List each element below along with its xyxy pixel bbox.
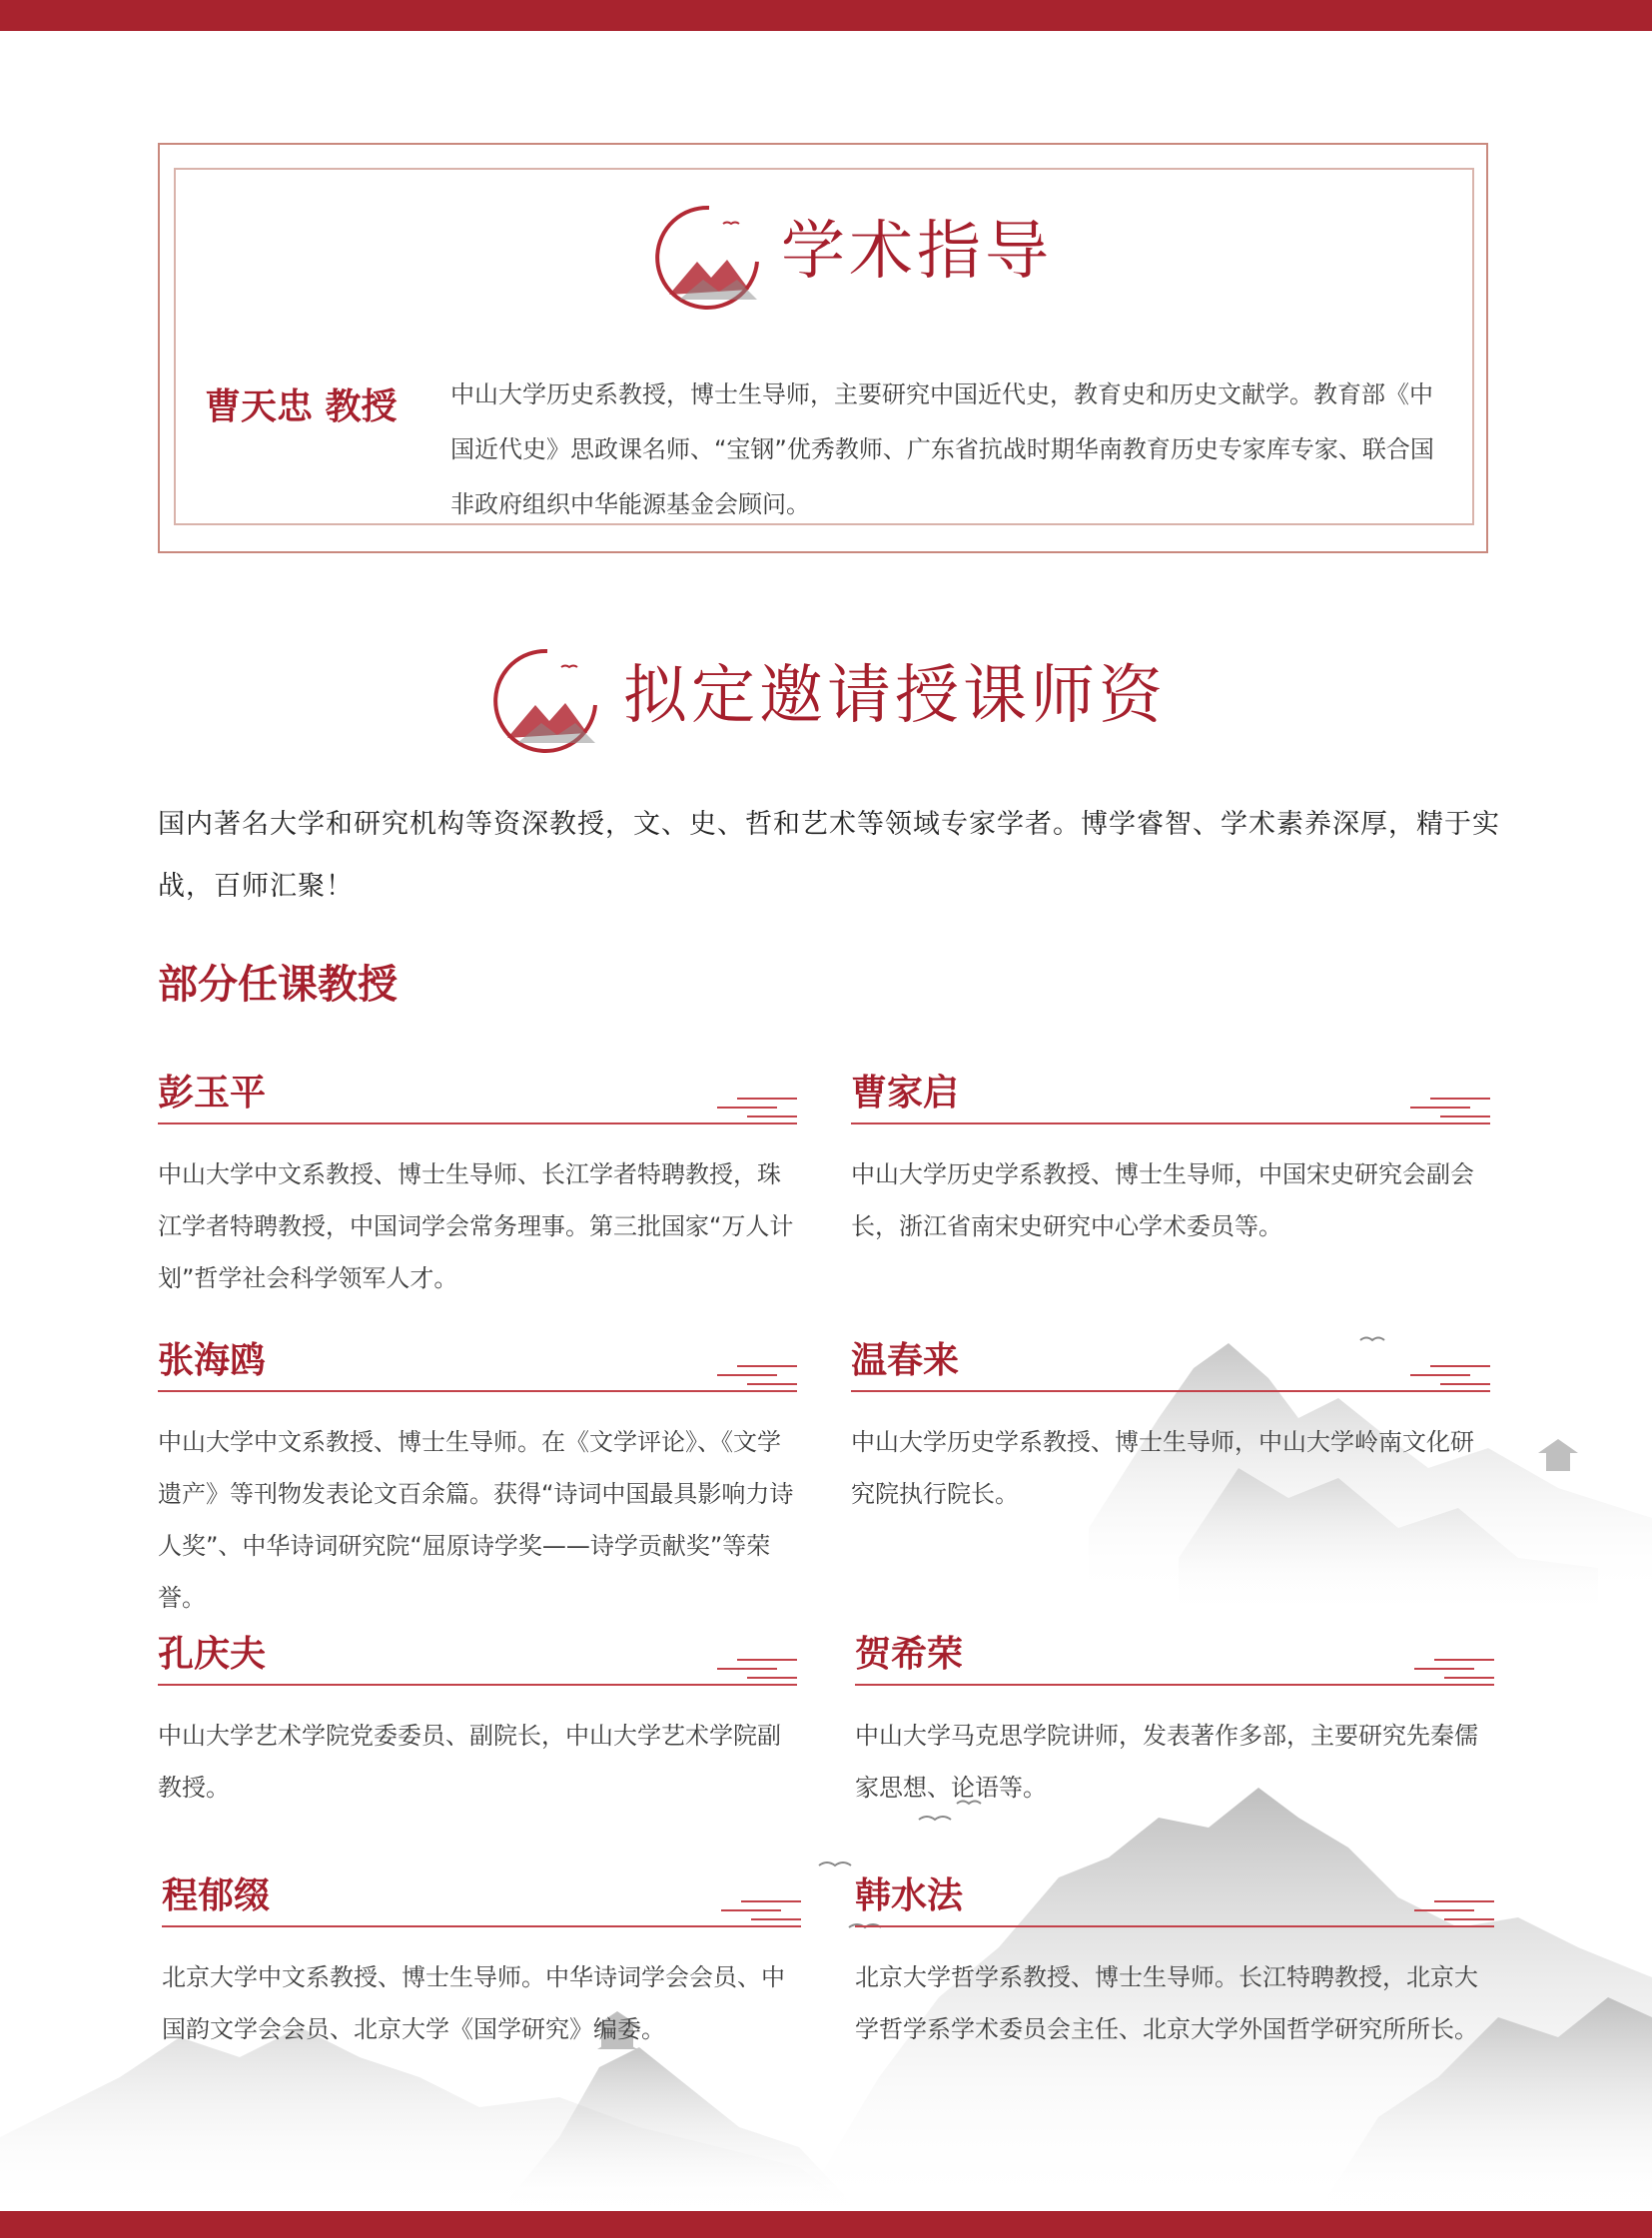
- double-line-ornament-icon: [1414, 1897, 1494, 1923]
- double-line-ornament-icon: [721, 1897, 801, 1923]
- mountain-sun-emblem-icon: [639, 200, 769, 312]
- top-accent-bar: [0, 0, 1652, 31]
- professor-bio: 中山大学历史学系教授、博士生导师，中国宋史研究会副会长，浙江省南宋史研究中心学术委员等。: [851, 1160, 1474, 1240]
- professor-bio: 北京大学中文系教授、博士生导师。中华诗词学会会员、中国韵文学会会员、北京大学《国学研究》编委。: [162, 1963, 785, 2043]
- guidance-professor-name: 曹天忠 教授: [205, 386, 398, 427]
- double-line-ornament-icon: [1414, 1656, 1494, 1682]
- guidance-title: 学术指导: [781, 215, 1053, 289]
- faculty-title: 拟定邀请授课师资: [623, 659, 1167, 733]
- professor-bio: 中山大学中文系教授、博士生导师、长江学者特聘教授，珠江学者特聘教授，中国词学会常务理事。第三批国家“万人计划”哲学社会科学领军人才。: [158, 1160, 794, 1292]
- professor-name: 贺希荣: [855, 1634, 964, 1675]
- name-underline: [162, 1925, 801, 1927]
- name-underline: [851, 1122, 1490, 1124]
- double-line-ornament-icon: [717, 1095, 797, 1120]
- double-line-ornament-icon: [1410, 1095, 1490, 1120]
- professor-bio: 北京大学哲学系教授、博士生导师。长江特聘教授，北京大学哲学系学术委员会主任、北京大学外国哲学研究所所长。: [855, 1963, 1478, 2043]
- professor-name: 孔庆夫: [158, 1634, 267, 1675]
- professor-bio: 中山大学马克思学院讲师，发表著作多部，主要研究先秦儒家思想、论语等。: [855, 1722, 1478, 1802]
- professor-bio: 中山大学中文系教授、博士生导师。在《文学评论》、《文学遗产》等刊物发表论文百余篇。获得“诗词中国最具影响力诗人奖”、中华诗词研究院“屈原诗学奖——诗学贡献奖”等荣誉。: [158, 1428, 794, 1612]
- professor-name: 程郁缀: [162, 1875, 271, 1916]
- name-underline: [855, 1925, 1494, 1927]
- professor-name: 彭玉平: [158, 1073, 267, 1114]
- professor-name: 张海鸥: [158, 1340, 267, 1381]
- name-underline: [855, 1684, 1494, 1686]
- professor-name: 曹家启: [851, 1073, 960, 1114]
- double-line-ornament-icon: [717, 1656, 797, 1682]
- name-underline: [158, 1390, 797, 1392]
- name-underline: [851, 1390, 1490, 1392]
- professor-bio: 中山大学艺术学院党委委员、副院长，中山大学艺术学院副教授。: [158, 1722, 781, 1802]
- guidance-professor-bio: 中山大学历史系教授，博士生导师，主要研究中国近代史，教育史和历史文献学。教育部《中国近代史》思政课名师、“宝钢”优秀教师、广东省抗战时期华南教育历史专家库专家、联合国非政府组织中华能源基金会顾问。: [450, 380, 1434, 518]
- section-heading: 部分任课教授: [158, 962, 398, 1008]
- professor-name: 韩水法: [855, 1875, 964, 1916]
- double-line-ornament-icon: [717, 1362, 797, 1388]
- name-underline: [158, 1122, 797, 1124]
- double-line-ornament-icon: [1410, 1362, 1490, 1388]
- name-underline: [158, 1684, 797, 1686]
- mountain-sun-emblem-icon: [477, 643, 607, 755]
- faculty-intro: 国内著名大学和研究机构等资深教授，文、史、哲和艺术等领域专家学者。博学睿智、学术素养深厚，精于实战，百师汇聚！: [158, 809, 1500, 902]
- bottom-accent-bar: [0, 2211, 1652, 2238]
- professor-name: 温春来: [851, 1340, 960, 1381]
- professor-bio: 中山大学历史学系教授、博士生导师，中山大学岭南文化研究院执行院长。: [851, 1428, 1474, 1508]
